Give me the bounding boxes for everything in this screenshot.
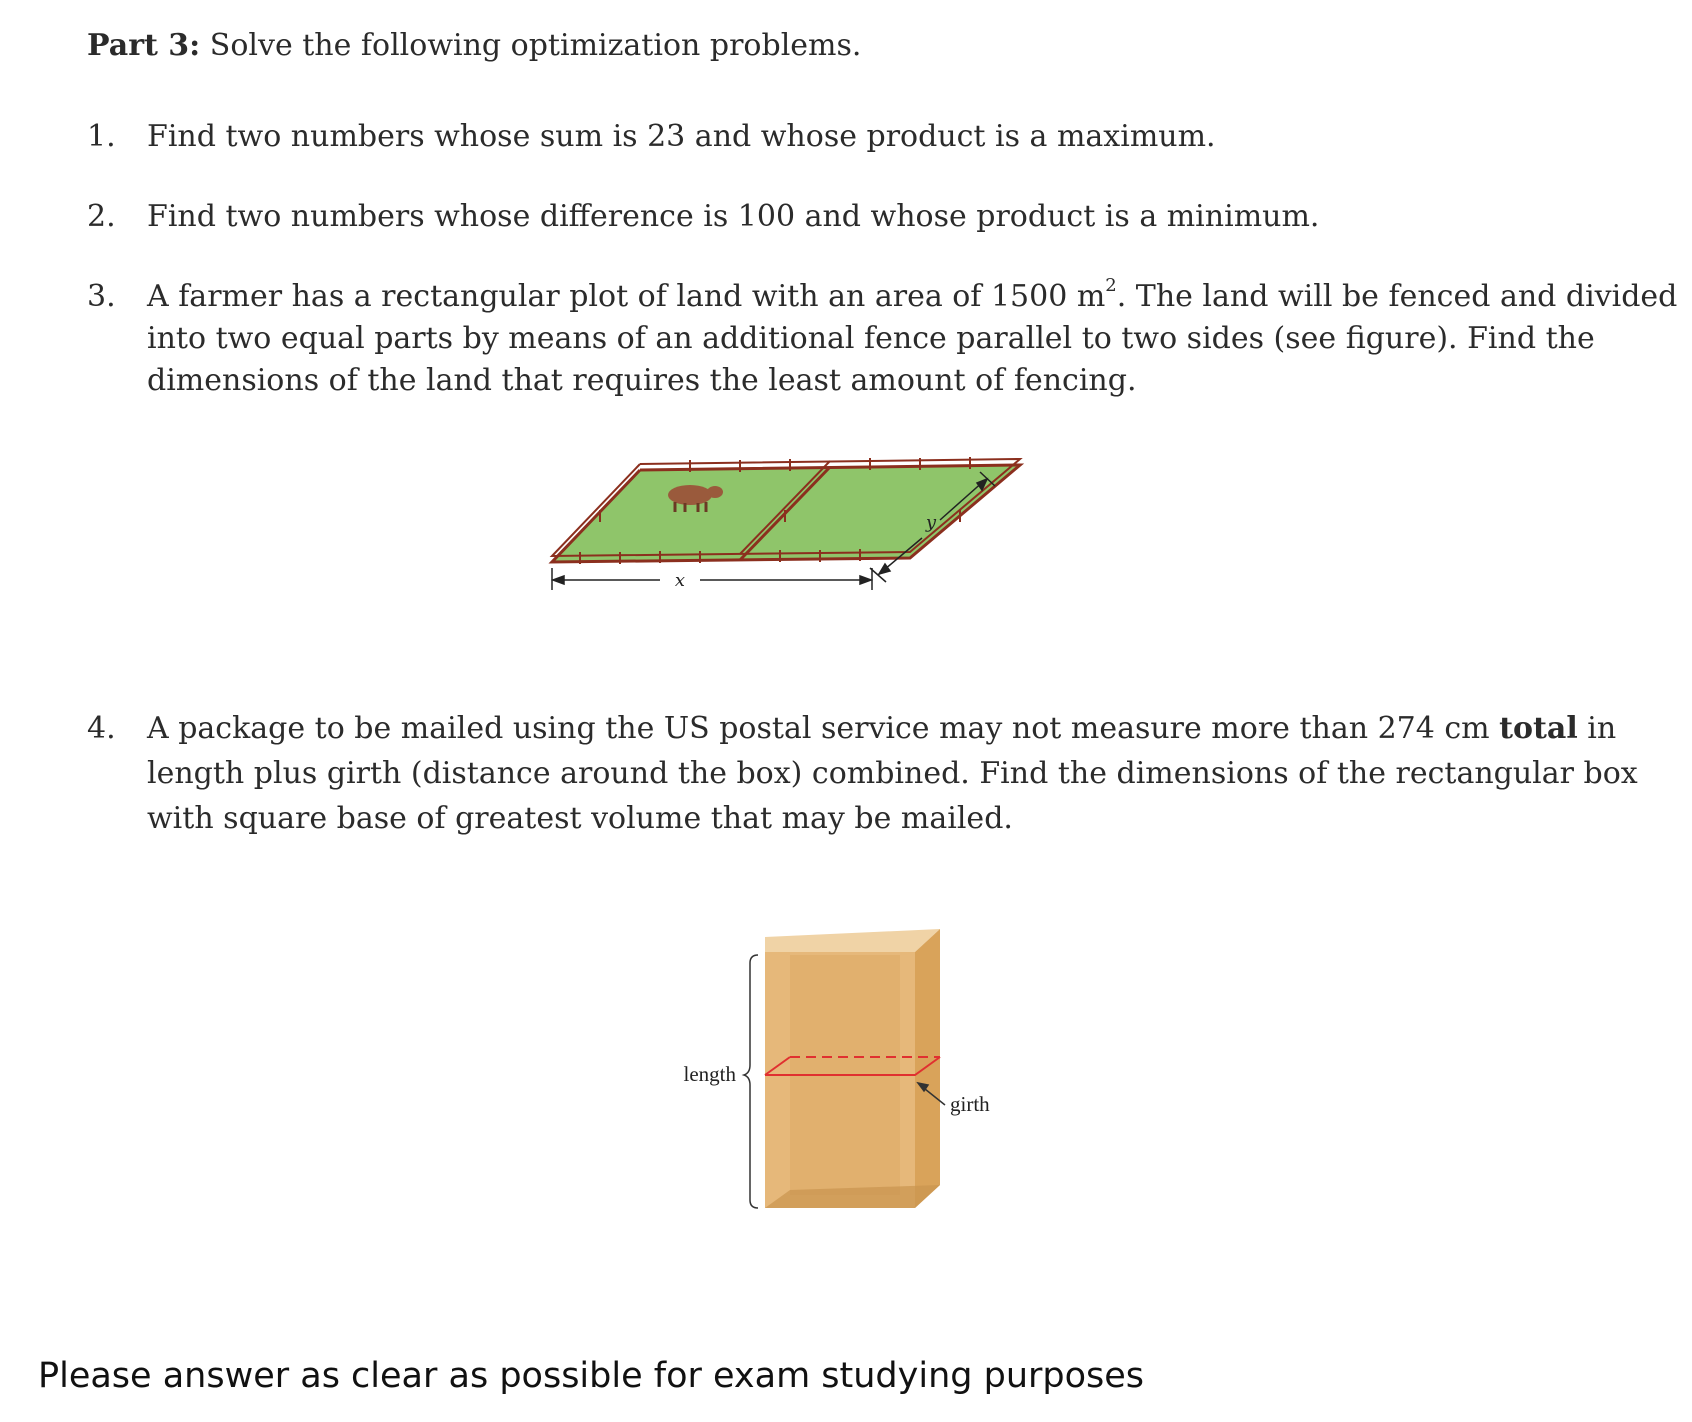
x-dimension-arrow bbox=[552, 568, 872, 590]
problem-2 bbox=[87, 196, 1687, 237]
problem-text-part: in length plus girth (distance around the box) combined. Find the dimensions of the rectangular box with square base of greatest volume that may be mailed. bbox=[147, 711, 1638, 836]
length-bracket bbox=[744, 955, 758, 1208]
problem-text: Find two numbers whose sum is 23 and whose product is a maximum. bbox=[147, 119, 1216, 154]
problem-text bbox=[147, 276, 1687, 402]
problem-text-part: A package to be mailed using the US postal service may not measure more than 274 cm bbox=[147, 711, 1500, 746]
superscript-2: 2 bbox=[1105, 275, 1117, 296]
problem-4 bbox=[87, 706, 1687, 841]
bold-total: total bbox=[1499, 711, 1578, 746]
problem-text-part: A farmer has a rectangular plot of land with an area of 1500 m bbox=[147, 279, 1106, 314]
length-label: length bbox=[683, 1062, 736, 1086]
y-label: y bbox=[925, 512, 937, 533]
problem-text bbox=[147, 706, 1687, 841]
box-figure bbox=[650, 915, 1030, 1235]
footer-note: Please answer as clear as possible for exam studying purposes bbox=[38, 1356, 1145, 1396]
box-top-face bbox=[765, 929, 940, 952]
problem-text: Find two numbers whose difference is 100 and whose product is a minimum. bbox=[147, 199, 1320, 234]
problem-number: 3. bbox=[87, 279, 116, 314]
x-label: x bbox=[674, 570, 686, 591]
problem-3 bbox=[87, 276, 1687, 402]
problem-number: 4. bbox=[87, 711, 116, 746]
problem-number: 1. bbox=[87, 119, 116, 154]
part-heading bbox=[87, 26, 861, 66]
girth-label: girth bbox=[950, 1092, 990, 1116]
box-side-face bbox=[915, 929, 940, 1208]
part-label: Part 3: bbox=[87, 28, 201, 63]
problem-number: 2. bbox=[87, 199, 116, 234]
part-instruction: Solve the following optimization problems. bbox=[209, 28, 862, 63]
problem-text-part: . The land will be fenced and divided into two equal parts by means of an additional fence parallel to two sides (see figure). Find the dimensions of the land that requires the least amount of fencing. bbox=[147, 279, 1678, 398]
fence-figure bbox=[540, 440, 1040, 640]
problem-1 bbox=[87, 116, 1687, 157]
